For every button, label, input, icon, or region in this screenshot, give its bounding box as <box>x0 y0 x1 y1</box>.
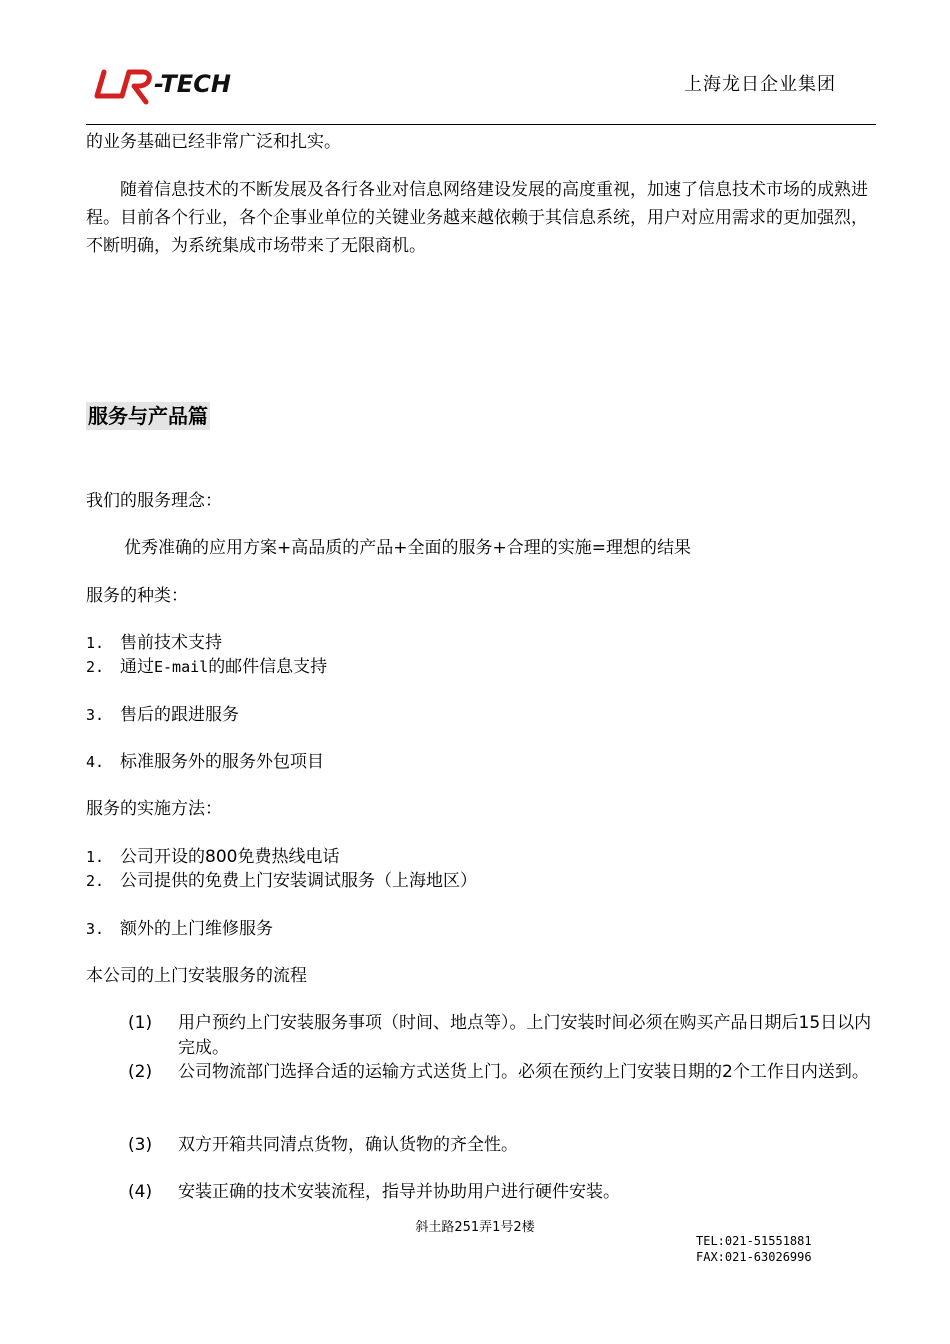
list-item <box>86 917 273 941</box>
step-text: 安装正确的技术安装流程，指导并协助用户进行硬件安装。 <box>178 1182 620 1202</box>
list-text: 售前技术支持 <box>120 633 222 653</box>
intro-paragraph-1: 的业务基础已经非常广泛和扎实。 <box>86 132 341 152</box>
header-divider <box>86 124 876 125</box>
list-number: 3. <box>86 706 105 724</box>
flow-label: 本公司的上门安装服务的流程 <box>86 966 307 986</box>
step-text: 公司物流部门选择合适的运输方式送货上门。必须在预约上门安装日期的2个工作日内送到。 <box>178 1062 869 1082</box>
step-label: (2) <box>128 1062 153 1082</box>
list-item <box>86 869 477 893</box>
list-text: 的邮件信息支持 <box>208 657 328 677</box>
list-text: 公司提供的免费上门安装调试服务（上海地区） <box>120 871 477 891</box>
company-name: 上海龙日企业集团 <box>684 74 836 95</box>
list-item <box>86 655 327 679</box>
list-text: 售后的跟进服务 <box>120 705 239 725</box>
footer-contact <box>696 1233 812 1265</box>
step-label: (3) <box>128 1135 153 1155</box>
flow-step <box>128 1180 880 1205</box>
footer-tel: TEL:021-51551881 <box>696 1234 812 1248</box>
flow-step <box>128 1060 880 1085</box>
section-title: 服务与产品篇 <box>88 404 208 428</box>
step-label: (1) <box>128 1013 153 1033</box>
list-number: 1. <box>86 848 105 866</box>
list-item <box>86 631 222 655</box>
email-term: E-mail <box>154 658 209 676</box>
step-label: (4) <box>128 1182 153 1202</box>
company-logo <box>92 66 272 110</box>
list-number: 3. <box>86 920 105 938</box>
methods-label: 服务的实施方法： <box>86 799 222 819</box>
list-text: 标准服务外的服务外包项目 <box>120 752 324 772</box>
step-text: 用户预约上门安装服务事项（时间、地点等）。上门安装时间必须在购买产品日期后15日以内完成。 <box>178 1013 872 1058</box>
philosophy-text: 优秀准确的应用方案+高品质的产品+全面的服务+合理的实施=理想的结果 <box>124 538 691 558</box>
list-item <box>86 750 324 774</box>
list-text: 额外的上门维修服务 <box>120 919 273 939</box>
footer-fax: FAX:021-63026996 <box>696 1250 812 1264</box>
list-text: 公司开设的800免费热线电话 <box>120 847 340 867</box>
flow-step <box>128 1011 880 1061</box>
flow-step <box>128 1133 880 1158</box>
list-number: 4. <box>86 753 105 771</box>
list-number: 1. <box>86 634 105 652</box>
philosophy-label: 我们的服务理念： <box>86 491 222 511</box>
logo-text: -TECH <box>154 70 231 98</box>
list-number: 2. <box>86 872 105 890</box>
step-text: 双方开箱共同清点货物，确认货物的齐全性。 <box>178 1135 518 1155</box>
list-number: 2. <box>86 658 105 676</box>
footer-address: 斜土路251弄1号2楼 <box>415 1220 535 1235</box>
list-item <box>86 845 339 869</box>
list-text: 通过 <box>120 657 154 677</box>
intro-paragraph-2: 随着信息技术的不断发展及各行各业对信息网络建设发展的高度重视，加速了信息技术市场的成熟进程。目前各个行业，各个企事业单位的关键业务越来越依赖于其信息系统，用户对应用需求的更加强烈，不断明确，为系统集成市场带来了无限商机。 <box>86 180 868 256</box>
list-item <box>86 703 239 727</box>
types-label: 服务的种类： <box>86 586 188 606</box>
